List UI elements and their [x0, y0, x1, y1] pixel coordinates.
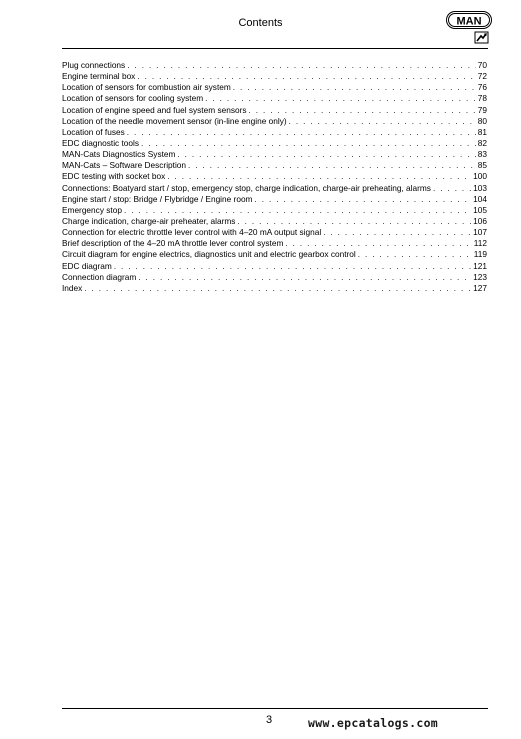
toc-entry-title: Plug connections — [62, 60, 126, 70]
toc-entry-title: Connections: Boatyard start / stop, emergency stop, charge indication, charge-air preheating, alarms — [62, 182, 431, 193]
dot-leader — [358, 249, 472, 260]
dot-leader — [127, 127, 476, 138]
header-rule — [62, 48, 488, 49]
toc-entry-page: 70 — [477, 60, 487, 70]
toc-entry-page: 80 — [477, 115, 487, 126]
toc-entry-title: Location of sensors for cooling system — [62, 93, 204, 104]
toc-entry-page: 106 — [473, 215, 487, 226]
toc-entry-page: 81 — [477, 126, 487, 137]
toc-entry-page: 107 — [473, 227, 487, 238]
dot-leader — [114, 261, 471, 272]
toc-entry[interactable] — [62, 127, 487, 138]
toc-entry-title: EDC diagram — [62, 260, 112, 271]
dot-leader — [188, 160, 476, 171]
dot-leader — [167, 171, 471, 182]
toc-entry[interactable] — [62, 283, 487, 294]
toc-entry[interactable] — [62, 82, 487, 93]
dot-leader — [138, 272, 471, 283]
dot-leader — [233, 82, 476, 93]
toc-entry-page: 76 — [477, 82, 487, 93]
toc-entry-page: 83 — [477, 149, 487, 160]
dot-leader — [433, 183, 471, 194]
toc-entry[interactable] — [62, 272, 487, 283]
toc-entry[interactable] — [62, 171, 487, 182]
man-logo — [446, 11, 492, 47]
dot-leader — [254, 194, 471, 205]
toc-entry-title: Connection diagram — [62, 271, 137, 282]
toc-entry-title: Location of the needle movement sensor (in-line engine only) — [62, 115, 287, 126]
dot-leader — [84, 283, 471, 294]
dot-leader — [237, 216, 471, 227]
toc-entry-title: MAN-Cats Diagnostics System — [62, 149, 176, 160]
toc-entry-page: 127 — [473, 282, 487, 293]
toc-entry-page: 119 — [473, 249, 487, 260]
page-title: Contents — [238, 17, 283, 29]
dot-leader — [205, 93, 476, 104]
toc-entry-page: 100 — [473, 171, 487, 182]
toc-entry-page: 82 — [477, 137, 487, 148]
table-of-contents — [62, 60, 487, 294]
dot-leader — [137, 71, 475, 82]
toc-entry[interactable] — [62, 105, 487, 116]
toc-entry[interactable] — [62, 116, 487, 127]
toc-entry[interactable] — [62, 160, 487, 171]
page-number: 3 — [266, 714, 273, 726]
toc-entry-title: EDC diagnostic tools — [62, 137, 140, 148]
svg-text:MAN: MAN — [456, 15, 482, 28]
toc-entry[interactable] — [62, 261, 487, 272]
toc-entry-page: 123 — [473, 271, 487, 282]
toc-entry[interactable] — [62, 149, 487, 160]
toc-entry-page: 78 — [477, 93, 487, 104]
dot-leader — [249, 105, 476, 116]
toc-entry-title: Location of engine speed and fuel system sensors — [62, 104, 247, 115]
toc-entry[interactable] — [62, 238, 487, 249]
toc-entry-title: Location of sensors for combustion air system — [62, 82, 231, 93]
toc-entry-title: EDC testing with socket box — [62, 171, 166, 182]
toc-entry-title: Charge indication, charge-air preheater, alarms — [62, 215, 236, 226]
toc-entry[interactable] — [62, 227, 487, 238]
toc-entry-page: 79 — [477, 104, 487, 115]
toc-entry[interactable] — [62, 138, 487, 149]
dot-leader — [285, 238, 471, 249]
toc-entry-title: Engine start / stop: Bridge / Flybridge / Engine room — [62, 193, 253, 204]
toc-entry-page: 105 — [473, 204, 487, 215]
watermark: www.epcatalogs.com — [308, 716, 439, 730]
toc-entry[interactable] — [62, 194, 487, 205]
toc-entry-title: Index — [62, 282, 83, 293]
toc-entry-title: MAN-Cats – Software Description — [62, 160, 187, 171]
toc-entry-page: 121 — [473, 260, 487, 271]
toc-entry[interactable] — [62, 216, 487, 227]
dot-leader — [323, 227, 471, 238]
dot-leader — [289, 116, 476, 127]
toc-entry-page: 72 — [477, 71, 487, 82]
footer-rule — [62, 708, 488, 709]
dot-leader — [127, 60, 476, 71]
toc-entry-page: 112 — [473, 238, 487, 249]
toc-entry-title: Emergency stop — [62, 204, 122, 215]
toc-entry[interactable] — [62, 249, 487, 260]
dot-leader — [177, 149, 475, 160]
toc-entry-title: Engine terminal box — [62, 71, 136, 82]
toc-entry-title: Connection for electric throttle lever control with 4–20 mA output signal — [62, 227, 322, 238]
toc-entry-title: Brief description of the 4–20 mA throttle lever control system — [62, 238, 284, 249]
toc-entry-title: Circuit diagram for engine electrics, diagnostics unit and electric gearbox control — [62, 249, 356, 260]
dot-leader — [124, 205, 471, 216]
toc-entry[interactable] — [62, 93, 487, 104]
toc-entry[interactable] — [62, 71, 487, 82]
toc-entry[interactable] — [62, 183, 487, 194]
toc-entry[interactable] — [62, 205, 487, 216]
toc-entry[interactable] — [62, 60, 487, 71]
dot-leader — [141, 138, 476, 149]
toc-entry-page: 85 — [477, 160, 487, 171]
toc-entry-page: 104 — [473, 193, 487, 204]
toc-entry-page: 103 — [473, 182, 487, 193]
toc-entry-title: Location of fuses — [62, 126, 125, 137]
